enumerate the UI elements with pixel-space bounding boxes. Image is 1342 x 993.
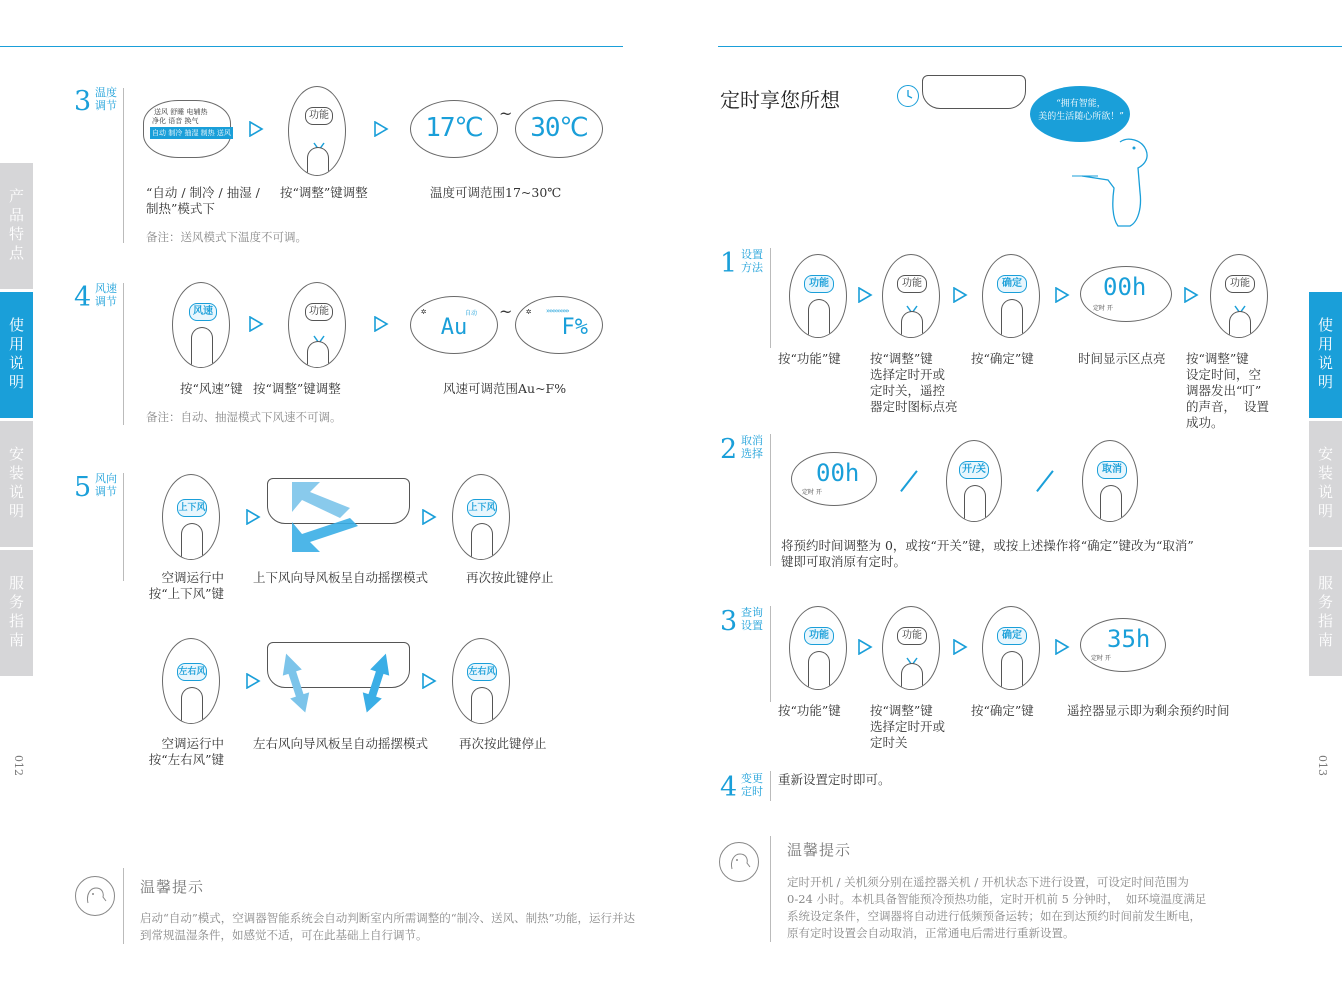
arrow-right-icon [952, 639, 968, 655]
caption: 风速可调范围Au~F% [443, 381, 567, 396]
remote-control [982, 254, 1040, 338]
tab-service[interactable] [0, 550, 33, 676]
right-top-rule [718, 46, 1342, 47]
mode-screen [143, 100, 231, 158]
step-label: 取消 选择 [741, 434, 763, 460]
step-label: 设置 方法 [741, 248, 763, 274]
tab-label: 服务指南 [7, 575, 25, 651]
caption: 将预约时间调整为 0，或按“开关”键，或按上述操作将“确定”键改为“取消” 键即可取消原有定时。 [781, 538, 1194, 569]
caption: 遥控器显示即为剩余预约时间 [1067, 703, 1230, 718]
finger-icon [1001, 651, 1023, 690]
remote-control [789, 254, 847, 338]
caption: 按“功能”键 [778, 703, 841, 718]
caption: 时间显示区点亮 [1078, 351, 1166, 366]
lcd-value: 35h [1107, 625, 1151, 653]
left-right-swing-key[interactable]: 左右风 [177, 663, 207, 681]
caption: 温度可调范围17~30℃ [430, 185, 562, 200]
arrow-right-icon [373, 121, 389, 137]
arrow-right-icon [857, 287, 873, 303]
finger-icon [901, 663, 923, 690]
polar-bear-mascot-icon [1068, 132, 1158, 228]
function-key[interactable]: 功能 [897, 275, 927, 293]
lcd-timer [791, 452, 877, 506]
finger-icon [181, 523, 203, 560]
mode-screen-line3: 自动 制冷 抽湿 制热 送风 [152, 129, 231, 137]
slash-separator [900, 470, 917, 491]
finger-icon [181, 687, 203, 724]
tab-product-features[interactable] [0, 163, 33, 289]
mode-screen-line2: 净化 语音 换气 [152, 117, 199, 125]
caption: 按“调整”键调整 [280, 185, 368, 200]
section-divider [123, 283, 124, 425]
section-divider [123, 88, 124, 243]
tips-text: 定时开机 / 关机须分别在遥控器关机 / 开机状态下进行设置，可设定时间范围为 0-24 小时。本机具备智能预冷预热功能，定时开机前 5 分钟时， 如环境温度满足 系统设定条件，空调器将自动进行低频预备运转；如在到达预约时间前发生断电， 原有定时设置会自动取消，正常通电后需进行重新设置。 [787, 875, 1207, 940]
left-top-rule [0, 46, 623, 47]
lcd-timer [1080, 266, 1172, 322]
cancel-key[interactable]: 取消 [1097, 461, 1127, 479]
note: 备注：送风模式下温度不可调。 [146, 230, 307, 244]
finger-icon [191, 327, 213, 368]
finger-icon [307, 147, 329, 176]
on-off-key[interactable]: 开/关 [959, 461, 989, 479]
function-key[interactable]: 功能 [897, 627, 927, 645]
caption: 按“调整”键 选择定时开或 定时关，遥控 器定时图标点亮 [870, 351, 958, 414]
step-number: 2 [720, 434, 738, 465]
caption: 再次按此键停止 [459, 736, 547, 751]
remote-control [789, 606, 847, 690]
step-label: 温度 调节 [95, 86, 117, 112]
remote-control [1082, 440, 1138, 522]
lcd-value: 17℃ [425, 113, 483, 143]
fan-icon: ✲ [526, 307, 532, 317]
remote-control [1210, 254, 1268, 338]
step-label: 风速 调节 [95, 282, 117, 308]
up-down-swing-key[interactable]: 上下风 [467, 499, 497, 517]
fan-speed-key[interactable]: 风速 [189, 303, 217, 321]
caption: 左右风向导风板呈自动摇摆模式 [253, 736, 429, 751]
finger-icon [1100, 485, 1122, 522]
tab-label: 服务指南 [1316, 575, 1334, 651]
step-label: 风向 调节 [95, 472, 117, 498]
airflow-updown-icon [280, 478, 370, 556]
caption: 重新设置定时即可。 [778, 772, 891, 787]
remote-control [882, 254, 940, 338]
lcd-value: 00h [816, 459, 860, 487]
remote-control [882, 606, 940, 690]
bubble-text: “拥有智能， 美的生活随心所欲！” [1038, 99, 1124, 122]
lcd-fan-full [515, 296, 603, 354]
lcd-temp-low [410, 100, 498, 158]
remote-control [288, 282, 346, 368]
caption: 按“风速”键 [180, 381, 243, 396]
tab-install[interactable] [1309, 421, 1342, 547]
tab-label: 安装说明 [7, 446, 25, 522]
finger-icon [307, 341, 329, 368]
function-key[interactable]: 功能 [804, 627, 834, 645]
function-key[interactable]: 功能 [1225, 275, 1255, 293]
finger-icon [901, 311, 923, 338]
step-number: 5 [74, 472, 92, 503]
arrow-right-icon [245, 509, 261, 525]
caption: 空调运行中 按“左右风”键 [148, 736, 224, 767]
caption: 按“调整”键 选择定时开或 定时关 [870, 703, 946, 750]
tips-title: 温馨提示 [787, 841, 852, 859]
up-down-swing-key[interactable]: 上下风 [177, 499, 207, 517]
arrow-right-icon [421, 509, 437, 525]
lcd-fan-auto [410, 296, 498, 354]
page-number-right: 013 [1316, 755, 1329, 776]
caption: 按“调整”键 设定时间，空 调器发出“叮” 的声音， 设置 成功。 [1186, 351, 1269, 430]
tab-usage[interactable] [0, 292, 33, 418]
confirm-key[interactable]: 确定 [997, 275, 1027, 293]
remote-control [172, 282, 230, 368]
section-divider [770, 771, 771, 801]
caption: 再次按此键停止 [466, 570, 554, 585]
tips-divider [123, 868, 124, 944]
function-key[interactable]: 功能 [804, 275, 834, 293]
arrow-right-icon [421, 673, 437, 689]
caption: 按“确定”键 [971, 351, 1034, 366]
remote-control [288, 86, 346, 176]
lcd-value: Au [440, 315, 468, 340]
finger-icon [1001, 299, 1023, 338]
tab-install[interactable] [0, 421, 33, 547]
left-right-swing-key[interactable]: 左右风 [467, 663, 497, 681]
lcd-tag: 定时 开 [1091, 655, 1111, 662]
mode-screen-line1: 送风 舒睡 电辅热 [154, 108, 208, 116]
step-label: 变更 定时 [741, 772, 763, 798]
confirm-key[interactable]: 确定 [997, 627, 1027, 645]
caption: 按“调整”键调整 [253, 381, 341, 396]
speed-bars-icon: »»»»»»» [546, 307, 569, 315]
arrow-right-icon [245, 673, 261, 689]
arrow-right-icon [248, 316, 264, 332]
arrow-right-icon [1183, 287, 1199, 303]
tab-usage[interactable] [1309, 292, 1342, 418]
tab-label: 产品特点 [7, 188, 25, 264]
finger-icon [471, 687, 493, 724]
remote-control [452, 474, 510, 560]
fan-icon: ✲ [421, 307, 427, 317]
range-tilde: ~ [499, 104, 513, 123]
tab-label: 安装说明 [1316, 446, 1334, 522]
finger-icon [964, 485, 986, 522]
remote-control [162, 474, 220, 560]
arrow-right-icon [857, 639, 873, 655]
tips-divider [770, 836, 771, 942]
lcd-value: F% [561, 315, 588, 340]
lcd-timer [1080, 618, 1166, 672]
clock-icon [897, 85, 919, 107]
function-key[interactable]: 功能 [305, 107, 333, 125]
tab-label: 使用说明 [1316, 317, 1334, 393]
polar-bear-tip-icon [75, 876, 115, 916]
section-divider [123, 473, 124, 581]
step-number: 1 [720, 248, 738, 279]
range-tilde: ~ [499, 302, 513, 321]
air-conditioner-unit [922, 75, 1026, 109]
page-title: 定时享您所想 [720, 88, 840, 112]
lcd-tag: 定时 开 [1093, 305, 1113, 312]
step-number: 4 [74, 282, 92, 313]
remote-control [162, 638, 220, 724]
caption: 按“功能”键 [778, 351, 841, 366]
lcd-value: 00h [1103, 273, 1147, 301]
note: 备注：自动、抽湿模式下风速不可调。 [146, 410, 342, 424]
lcd-temp-high [515, 100, 603, 158]
remote-control [946, 440, 1002, 522]
step-number: 3 [74, 86, 92, 117]
caption: 按“确定”键 [971, 703, 1034, 718]
arrow-right-icon [248, 121, 264, 137]
arrow-right-icon [1054, 287, 1070, 303]
step-number: 3 [720, 606, 738, 637]
tab-service[interactable] [1309, 550, 1342, 676]
slash-separator [1036, 470, 1053, 491]
arrow-right-icon [373, 316, 389, 332]
arrow-right-icon [952, 287, 968, 303]
section-divider [770, 434, 771, 566]
tab-label: 使用说明 [7, 317, 25, 393]
caption: 上下风向导风板呈自动摇摆模式 [253, 570, 429, 585]
function-key[interactable]: 功能 [305, 303, 333, 321]
lcd-tag: 自动 [465, 310, 478, 317]
lcd-tag: 定时 开 [802, 489, 822, 496]
page-number-left: 012 [12, 755, 25, 776]
step-label: 查询 设置 [741, 606, 763, 632]
remote-control [982, 606, 1040, 690]
finger-icon [808, 651, 830, 690]
tips-text: 启动“自动”模式，空调器智能系统会自动判断室内所需调整的“制冷、送风、制热”功能，运行并达到常规温湿条件，如感觉不适，可在此基础上自行调节。 [140, 911, 636, 942]
caption: 空调运行中 按“上下风”键 [148, 570, 224, 601]
step-number: 4 [720, 772, 738, 803]
lcd-value: 30℃ [530, 113, 588, 143]
polar-bear-tip-icon [719, 842, 759, 882]
finger-icon [471, 523, 493, 560]
tips-title: 温馨提示 [140, 878, 205, 896]
airflow-leftright-icon [272, 652, 406, 716]
finger-icon [808, 299, 830, 338]
section-divider [770, 606, 771, 702]
remote-control [452, 638, 510, 724]
caption: “自动 / 制冷 / 抽湿 / 制热”模式下 [146, 185, 260, 216]
finger-icon [1229, 311, 1251, 338]
arrow-right-icon [1054, 639, 1070, 655]
section-divider [770, 248, 771, 348]
